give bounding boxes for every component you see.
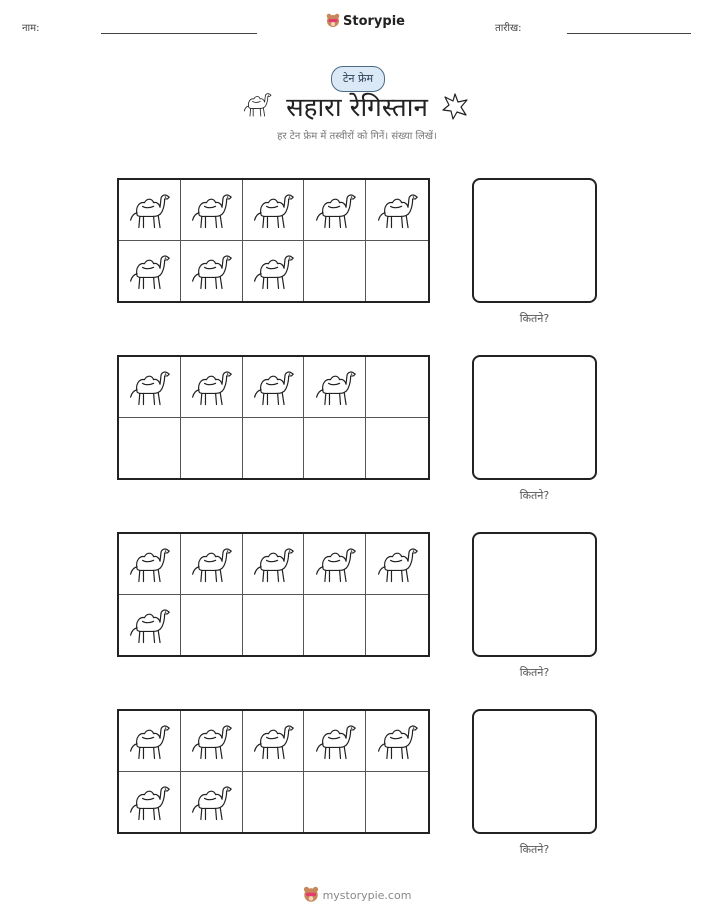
frame-cell [181, 711, 243, 772]
answer-label: कितने? [519, 312, 550, 325]
frame-cell [304, 180, 366, 241]
name-label: नाम: [22, 23, 40, 34]
date-label: तारीख: [495, 23, 522, 34]
camel-icon [250, 720, 296, 762]
frame-cell [243, 357, 305, 418]
frame-cell [366, 595, 428, 656]
ten-frame-badge: टेन फ्रेम [331, 66, 385, 92]
frame-cell [119, 180, 181, 241]
camel-icon [188, 543, 234, 585]
frame-cell [366, 241, 428, 302]
frame-cell [181, 772, 243, 833]
answer-label: कितने? [519, 489, 550, 502]
camel-icon [126, 720, 172, 762]
frame-cell [304, 772, 366, 833]
frame-cell [243, 772, 305, 833]
footer [0, 886, 714, 904]
camel-icon [312, 543, 358, 585]
frame-cell [304, 711, 366, 772]
date-line[interactable] [567, 33, 691, 34]
frame-cell [181, 241, 243, 302]
frame-cell [181, 534, 243, 595]
frame-cell [181, 418, 243, 479]
camel-icon [126, 781, 172, 823]
frame-cell [366, 357, 428, 418]
ten-frame [117, 178, 430, 303]
camel-icon [188, 250, 234, 292]
footer-url: mystorypie.com [322, 888, 412, 902]
camel-icon [250, 543, 296, 585]
frame-cell [366, 180, 428, 241]
camel-icon [250, 250, 296, 292]
frame-cell [119, 241, 181, 302]
frame-cell [243, 418, 305, 479]
frame-cell [304, 534, 366, 595]
page-title: सहारा रेगिस्तान [286, 93, 428, 123]
frame-cell [304, 241, 366, 302]
frame-cell [304, 595, 366, 656]
camel-icon [126, 604, 172, 646]
instructions: हर टेन फ्रेम में तस्वीरों को गिनें। संख्या लिखें। [277, 131, 437, 142]
ten-frame [117, 709, 430, 834]
camel-icon [312, 366, 358, 408]
camel-icon [374, 543, 420, 585]
camel-icon [188, 781, 234, 823]
name-line[interactable] [101, 33, 257, 34]
camel-icon [374, 189, 420, 231]
frame-cell [366, 418, 428, 479]
brand-logo [326, 13, 405, 29]
answer-box[interactable] [472, 532, 597, 657]
bear-mascot-icon [326, 13, 340, 29]
frame-cell [366, 534, 428, 595]
camel-icon [312, 189, 358, 231]
camel-icon [250, 366, 296, 408]
frame-cell [243, 534, 305, 595]
answer-label: कितने? [519, 666, 550, 679]
frame-cell [366, 772, 428, 833]
ten-frame [117, 355, 430, 480]
frame-cell [181, 595, 243, 656]
camel-icon [250, 189, 296, 231]
frame-cell [243, 595, 305, 656]
frame-cell [181, 180, 243, 241]
frame-cell [243, 711, 305, 772]
camel-icon [126, 543, 172, 585]
frame-cell [119, 772, 181, 833]
camel-icon [312, 720, 358, 762]
camel-icon [188, 720, 234, 762]
frame-cell [304, 418, 366, 479]
frame-cell [304, 357, 366, 418]
camel-icon [126, 366, 172, 408]
camel-icon [126, 189, 172, 231]
camel-icon [188, 366, 234, 408]
frame-cell [366, 711, 428, 772]
ten-frame [117, 532, 430, 657]
frame-cell [119, 357, 181, 418]
star-icon [440, 92, 470, 120]
brand-name: Storypie [343, 13, 405, 29]
frame-cell [119, 711, 181, 772]
answer-box[interactable] [472, 178, 597, 303]
answer-box[interactable] [472, 709, 597, 834]
frame-cell [243, 180, 305, 241]
frame-cell [243, 241, 305, 302]
bear-mascot-icon [303, 886, 319, 904]
frame-cell [181, 357, 243, 418]
answer-label: कितने? [519, 843, 550, 856]
frame-cell [119, 418, 181, 479]
frame-cell [119, 595, 181, 656]
camel-icon [126, 250, 172, 292]
camel-icon [188, 189, 234, 231]
camel-icon [374, 720, 420, 762]
answer-box[interactable] [472, 355, 597, 480]
frame-cell [119, 534, 181, 595]
